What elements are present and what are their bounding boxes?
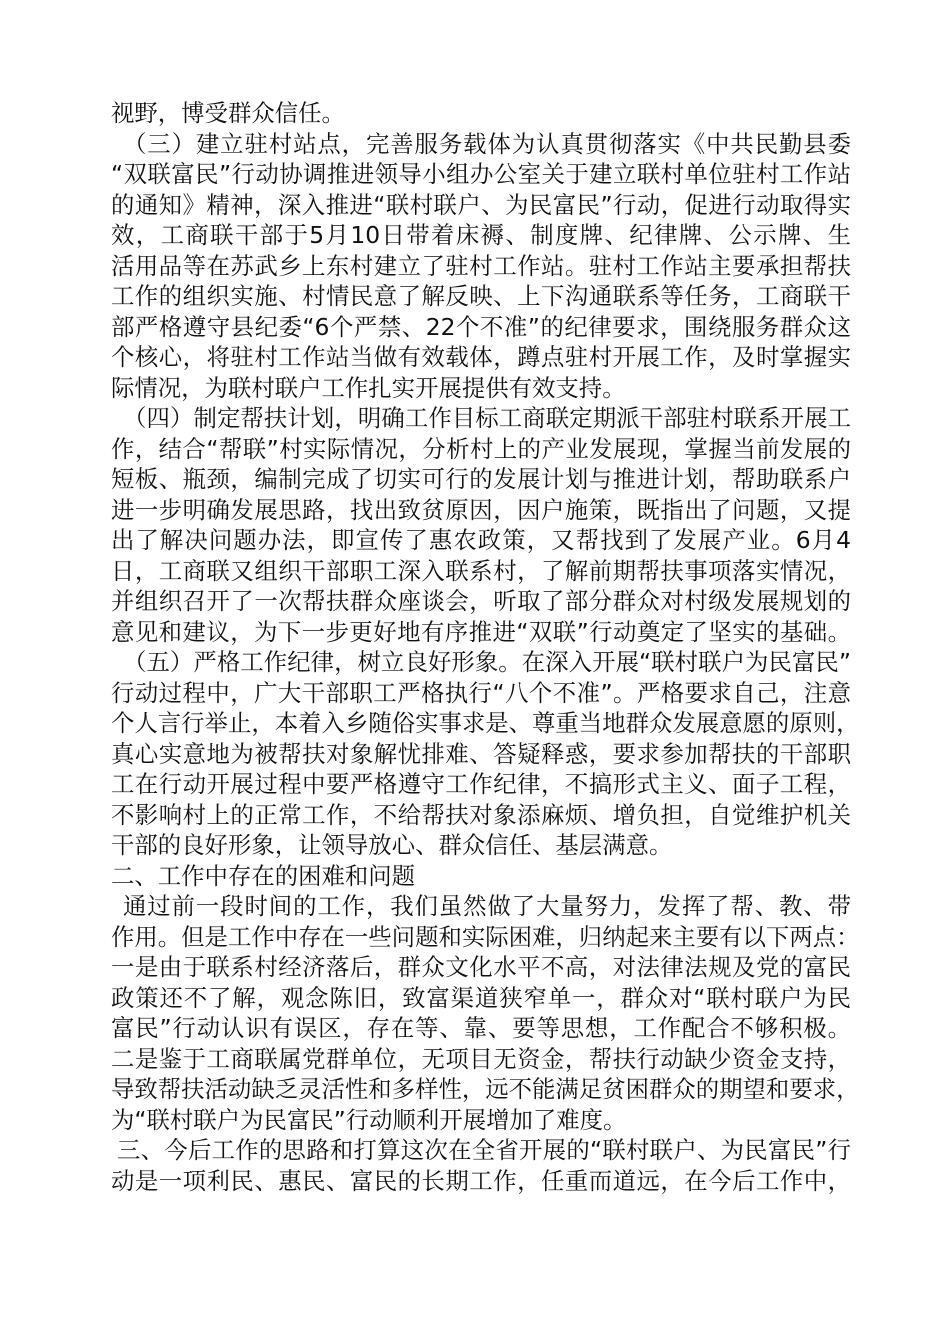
text-line: 际情况，为联村联户工作扎实开展提供有效支持。	[111, 373, 626, 402]
text-line: （三）建立驻村站点，完善服务载体为认真贯彻落实《中共民勤县委	[123, 129, 851, 158]
text-line: 作用。但是工作中存在一些问题和实际困难，归纳起来主要有以下两点：	[111, 922, 860, 951]
text-line: 行动过程中，广大干部职工严格执行“八个不准”。严格要求自己，注意	[111, 678, 851, 707]
text-line: （五）严格工作纪律，树立良好形象。在深入开展“联村联户为民富民”	[123, 648, 851, 676]
text-line: 一是由于联系村经济落后，群众文化水平不高，对法律法规及党的富民	[111, 953, 851, 981]
text-line: 的通知》精神，深入推进“联村联户、为民富民”行动，促进行动取得实	[111, 190, 851, 219]
text-line: 工在行动开展过程中要严格遵守工作纪律，不搞形式主义、面子工程，	[111, 770, 851, 798]
text-line: 政策还不了解，观念陈旧，致富渠道狭窄单一，群众对“联村联户为民	[111, 983, 851, 1012]
text-line: 并组织召开了一次帮扶群众座谈会，听取了部分群众对村级发展规划的	[111, 587, 851, 615]
text-line: 导致帮扶活动缺乏灵活性和多样性，远不能满足贫困群众的期望和要求，	[111, 1075, 860, 1103]
text-line: 二是鉴于工商联属党群单位，无项目无资金，帮扶行动缺少资金支持，	[111, 1044, 851, 1073]
text-line: 个人言行举止，本着入乡随俗实事求是、尊重当地群众发展意愿的原则，	[111, 709, 860, 737]
text-line: （四）制定帮扶计划，明确工作目标工商联定期派干部驻村联系开展工	[123, 404, 851, 432]
text-line: 进一步明确发展思路，找出致贫原因，因户施策，既指出了问题，又提	[111, 495, 851, 524]
text-line: 短板、瓶颈，编制完成了切实可行的发展计划与推进计划，帮助联系户	[111, 465, 851, 493]
text-line: 富民”行动认识有误区，存在等、靠、要等思想，工作配合不够积极。	[111, 1014, 851, 1042]
text-line: 真心实意地为被帮扶对象解忧排难、答疑释惑，要求参加帮扶的干部职	[111, 739, 851, 768]
text-line: 工作的组织实施、村情民意了解反映、上下沟通联系等任务，工商联干	[111, 282, 851, 310]
text-line: 通过前一段时间的工作，我们虽然做了大量努力，发挥了帮、教、带	[123, 892, 851, 920]
text-line: 视野，博受群众信任。	[111, 99, 345, 127]
text-line: 活用品等在苏武乡上东村建立了驻村工作站。驻村工作站主要承担帮扶	[111, 251, 851, 280]
section-heading: 二、工作中存在的困难和问题	[111, 861, 416, 890]
text-line: 日，工商联又组织干部职工深入联系村，了解前期帮扶事项落实情况，	[111, 556, 851, 585]
text-line: 效，工商联干部于5月10日带着床褥、制度牌、纪律牌、公示牌、生	[111, 221, 851, 249]
text-line: 不影响村上的正常工作，不给帮扶对象添麻烦、增负担，自觉维护机关	[111, 800, 851, 829]
text-line: 为“联村联户为民富民”行动顺利开展增加了难度。	[111, 1105, 627, 1134]
document-body	[111, 98, 860, 1196]
text-line: 意见和建议，为下一步更好地有序推进“双联”行动奠定了坚实的基础。	[111, 617, 851, 646]
text-line: 部严格遵守县纪委“6个严禁、22个不准”的纪律要求，围绕服务群众这	[111, 312, 851, 341]
text-line: 干部的良好形象，让领导放心、群众信任、基层满意。	[111, 831, 673, 859]
text-line: 出了解决问题办法，即宣传了惠农政策，又帮找到了发展产业。6月4	[111, 526, 851, 554]
text-line: 个核心，将驻村工作站当做有效载体，蹲点驻村开展工作，及时掌握实	[111, 343, 851, 371]
text-line: 作，结合“帮联”村实际情况，分析村上的产业发展现，掌握当前发展的	[111, 434, 851, 463]
text-line: 三、今后工作的思路和打算这次在全省开展的“联村联户、为民富民”行	[117, 1136, 851, 1164]
text-line: “双联富民”行动协调推进领导小组办公室关于建立联村单位驻村工作站	[111, 160, 851, 188]
text-line: 动是一项利民、惠民、富民的长期工作，任重而道远，在今后工作中，	[111, 1166, 851, 1195]
